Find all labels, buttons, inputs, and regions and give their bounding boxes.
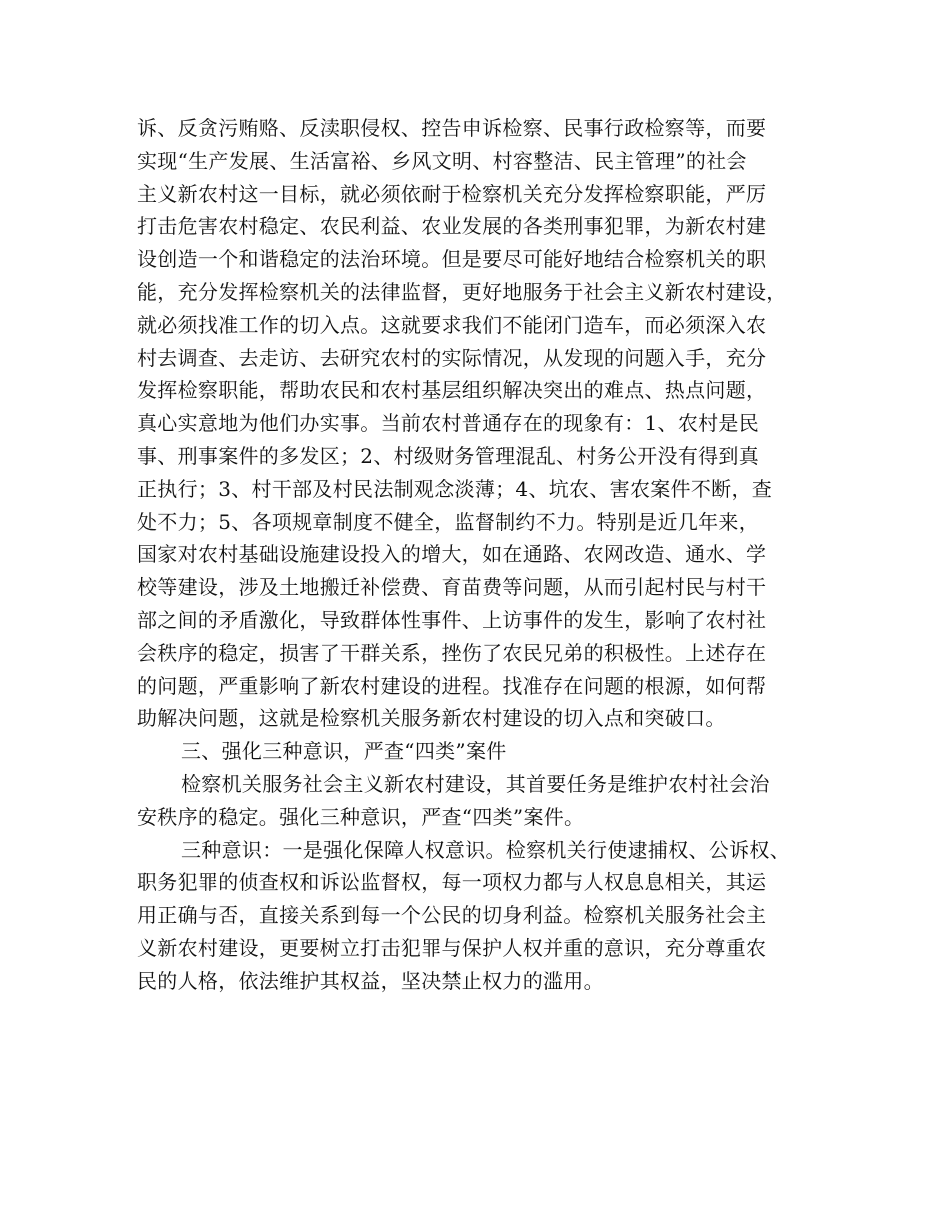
text-line: 主义新农村这一目标，就必须依耐于检察机关充分发挥检察职能，严厉	[137, 181, 767, 206]
text-line: 用正确与否，直接关系到每一个公民的切身利益。检察机关服务社会主	[137, 903, 767, 928]
section-heading: 三、强化三种意识，严查“四类”案件	[181, 739, 507, 764]
text-line: 民的人格，依法维护其权益，坚决禁止权力的滥用。	[137, 968, 604, 993]
text-line: 实现“生产发展、生活富裕、乡风文明、村容整洁、民主管理”的社会	[137, 148, 747, 173]
text-line: 就必须找准工作的切入点。这就要求我们不能闭门造车，而必须深入农	[137, 312, 767, 337]
text-line: 正执行；3、村干部及村民法制观念淡薄；4、坑农、害农案件不断，查	[137, 476, 773, 501]
text-line: 部之间的矛盾激化，导致群体性事件、上访事件的发生，影响了农村社	[137, 607, 767, 632]
text-line: 校等建设，涉及土地搬迁补偿费、育苗费等问题，从而引起村民与村干	[137, 575, 767, 600]
text-line: 能，充分发挥检察机关的法律监督，更好地服务于社会主义新农村建设，	[137, 279, 787, 304]
text-line: 国家对农村基础设施建设投入的增大，如在通路、农网改造、通水、学	[137, 542, 767, 567]
text-line: 安秩序的稳定。强化三种意识，严查“四类”案件。	[137, 804, 585, 829]
text-line: 义新农村建设，更要树立打击犯罪与保护人权并重的意识，充分尊重农	[137, 935, 767, 960]
text-line: 助解决问题，这就是检察机关服务新农村建设的切入点和突破口。	[137, 706, 726, 731]
text-line: 会秩序的稳定，损害了干群关系，挫伤了农民兄弟的积极性。上述存在	[137, 640, 767, 665]
text-line: 的问题，严重影响了新农村建设的进程。找准存在问题的根源，如何帮	[137, 673, 767, 698]
body-text	[137, 112, 837, 998]
text-line: 事、刑事案件的多发区；2、村级财务管理混乱、村务公开没有得到真	[137, 443, 760, 468]
text-line: 打击危害农村稳定、农民利益、农业发展的各类刑事犯罪，为新农村建	[137, 214, 767, 239]
text-line: 三种意识：一是强化保障人权意识。检察机关行使逮捕权、公诉权、	[181, 837, 790, 862]
text-line: 诉、反贪污贿赂、反渎职侵权、控告申诉检察、民事行政检察等，而要	[137, 116, 767, 140]
text-line: 发挥检察职能，帮助农民和农村基层组织解决突出的难点、热点问题，	[137, 378, 767, 403]
text-line: 处不力；5、各项规章制度不健全，监督制约不力。特别是近几年来，	[137, 509, 760, 534]
text-line: 检察机关服务社会主义新农村建设，其首要任务是维护农村社会治	[181, 771, 770, 796]
text-line: 真心实意地为他们办实事。当前农村普通存在的现象有：1、农村是民	[137, 411, 760, 436]
text-line: 职务犯罪的侦查权和诉讼监督权，每一项权力都与人权息息相关，其运	[137, 870, 767, 895]
text-line: 设创造一个和谐稳定的法治环境。但是要尽可能好地结合检察机关的职	[137, 247, 767, 272]
text-line: 村去调查、去走访、去研究农村的实际情况，从发现的问题入手，充分	[137, 345, 767, 370]
